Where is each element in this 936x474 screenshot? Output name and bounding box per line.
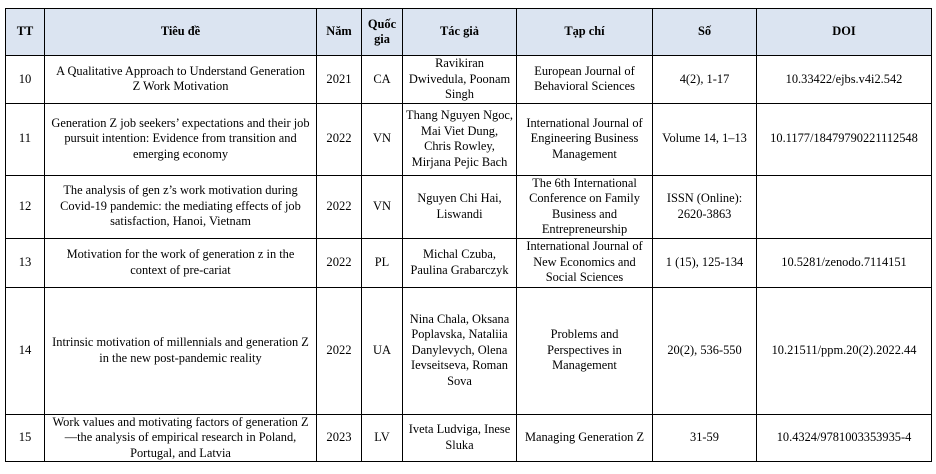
cell-title: A Qualitative Approach to Understand Generation Z Work Motivation xyxy=(45,56,317,104)
literature-table xyxy=(5,8,932,462)
cell-journal: Managing Generation Z xyxy=(517,414,653,462)
cell-issue: 4(2), 1-17 xyxy=(653,56,757,104)
cell-issue: 1 (15), 125-134 xyxy=(653,238,757,287)
cell-year: 2022 xyxy=(317,287,362,414)
cell-tt: 11 xyxy=(6,103,45,175)
cell-tt: 10 xyxy=(6,56,45,104)
cell-issue: 31-59 xyxy=(653,414,757,462)
cell-authors: Ravikiran Dwivedula, Poonam Singh xyxy=(403,56,517,104)
cell-tt: 13 xyxy=(6,238,45,287)
cell-country: VN xyxy=(362,175,403,238)
cell-title: The analysis of gen z’s work motivation during Covid-19 pandemic: the mediating effects of job satisfaction, Hanoi, Vietnam xyxy=(45,175,317,238)
cell-doi: 10.1177/18479790221112548 xyxy=(757,103,932,175)
cell-country: UA xyxy=(362,287,403,414)
cell-authors: Iveta Ludviga, Inese Sluka xyxy=(403,414,517,462)
cell-title: Work values and motivating factors of generation Z—the analysis of empirical research in Poland, Portugal, and Latvia xyxy=(45,414,317,462)
cell-year: 2022 xyxy=(317,103,362,175)
cell-title: Generation Z job seekers’ expectations and their job pursuit intention: Evidence from transition and emerging economy xyxy=(45,103,317,175)
cell-tt: 14 xyxy=(6,287,45,414)
header-doi: DOI xyxy=(757,9,932,56)
header-country: Quốc gia xyxy=(362,9,403,56)
cell-authors: Nina Chala, Oksana Poplavska, Nataliia Danylevych, Olena Ievseitseva, Roman Sova xyxy=(403,287,517,414)
table-row xyxy=(6,56,932,104)
cell-country: VN xyxy=(362,103,403,175)
cell-journal: The 6th International Conference on Family Business and Entrepreneurship xyxy=(517,175,653,238)
cell-year: 2021 xyxy=(317,56,362,104)
table-row xyxy=(6,287,932,414)
cell-issue: Volume 14, 1–13 xyxy=(653,103,757,175)
cell-doi: 10.5281/zenodo.7114151 xyxy=(757,238,932,287)
cell-tt: 15 xyxy=(6,414,45,462)
cell-year: 2022 xyxy=(317,238,362,287)
cell-journal: Problems and Perspectives in Management xyxy=(517,287,653,414)
cell-country: CA xyxy=(362,56,403,104)
cell-authors: Thang Nguyen Ngoc, Mai Viet Dung, Chris Rowley, Mirjana Pejic Bach xyxy=(403,103,517,175)
header-journal: Tạp chí xyxy=(517,9,653,56)
table-row xyxy=(6,103,932,175)
cell-journal: International Journal of New Economics and Social Sciences xyxy=(517,238,653,287)
cell-journal: European Journal of Behavioral Sciences xyxy=(517,56,653,104)
cell-doi: 10.33422/ejbs.v4i2.542 xyxy=(757,56,932,104)
cell-tt: 12 xyxy=(6,175,45,238)
header-issue: Số xyxy=(653,9,757,56)
header-year: Năm xyxy=(317,9,362,56)
table-row xyxy=(6,238,932,287)
cell-issue: 20(2), 536-550 xyxy=(653,287,757,414)
header-title: Tiêu đề xyxy=(45,9,317,56)
cell-title: Motivation for the work of generation z in the context of pre-cariat xyxy=(45,238,317,287)
cell-country: LV xyxy=(362,414,403,462)
cell-authors: Nguyen Chi Hai, Liswandi xyxy=(403,175,517,238)
table-row xyxy=(6,414,932,462)
cell-issue: ISSN (Online): 2620-3863 xyxy=(653,175,757,238)
cell-journal: International Journal of Engineering Business Management xyxy=(517,103,653,175)
cell-doi: 10.4324/9781003353935-4 xyxy=(757,414,932,462)
cell-year: 2022 xyxy=(317,175,362,238)
cell-authors: Michal Czuba, Paulina Grabarczyk xyxy=(403,238,517,287)
cell-doi xyxy=(757,175,932,238)
table-row xyxy=(6,175,932,238)
header-authors: Tác giả xyxy=(403,9,517,56)
cell-title: Intrinsic motivation of millennials and generation Z in the new post-pandemic reality xyxy=(45,287,317,414)
header-tt: TT xyxy=(6,9,45,56)
cell-country: PL xyxy=(362,238,403,287)
header-row xyxy=(6,9,932,56)
cell-year: 2023 xyxy=(317,414,362,462)
cell-doi: 10.21511/ppm.20(2).2022.44 xyxy=(757,287,932,414)
